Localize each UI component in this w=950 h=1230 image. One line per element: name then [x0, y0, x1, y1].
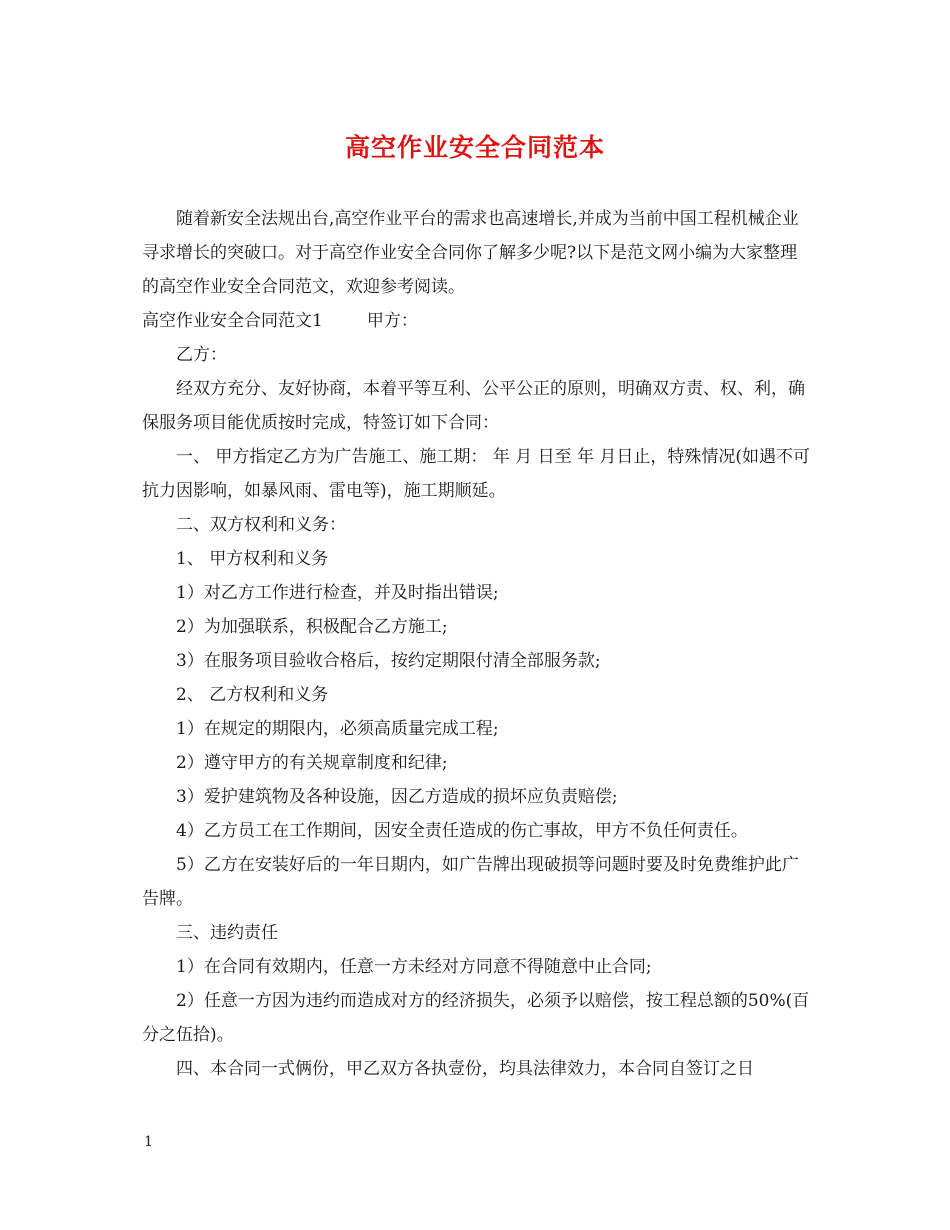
contract-heading-line — [142, 304, 814, 338]
paragraph: 四、本合同一式俩份，甲乙双方各执壹份，均具法律效力，本合同自签订之日 — [176, 1059, 754, 1079]
list-item: 2）为加强联系，积极配合乙方施工; — [176, 617, 448, 637]
paragraph: 经双方充分、友好协商，本着平等互利、公平公正的原则，明确双方责、权、利，确保服务项目能优质按时完成，特签订如下合同： — [142, 379, 805, 433]
party-b-label: 乙方： — [176, 345, 227, 365]
party-a-label: 甲方： — [366, 311, 418, 331]
list-item: 1）在合同有效期内，任意一方未经对方同意不得随意中止合同; — [176, 957, 652, 977]
subsection-heading: 1、 甲方权利和义务 — [176, 549, 329, 569]
document-title: 高空作业安全合同范本 — [344, 133, 605, 162]
list-item: 3）爱护建筑物及各种设施，因乙方造成的损坏应负责赔偿; — [176, 787, 618, 807]
section-heading: 二、双方权利和义务： — [176, 515, 346, 535]
subsection-heading: 2、 乙方权利和义务 — [176, 685, 329, 705]
document-body — [142, 202, 814, 1086]
page-number: 1 — [144, 1134, 153, 1150]
list-item: 3）在服务项目验收合格后，按约定期限付清全部服务款; — [176, 651, 601, 671]
list-item: 5）乙方在安装好后的一年日期内，如广告牌出现破损等问题时要及时免费维护此广告牌。 — [142, 855, 799, 909]
list-item: 2）遵守甲方的有关规章制度和纪律; — [176, 753, 448, 773]
list-item: 1）对乙方工作进行检查，并及时指出错误; — [176, 583, 499, 603]
contract-heading: 高空作业安全合同范文1 — [142, 311, 323, 331]
list-item: 2）任意一方因为违约而造成对方的经济损失，必须予以赔偿，按工程总额的50%(百分之伍拾)。 — [142, 991, 810, 1045]
list-item: 4）乙方员工在工作期间，因安全责任造成的伤亡事故，甲方不负任何责任。 — [176, 821, 748, 841]
list-item: 1）在规定的期限内，必须高质量完成工程; — [176, 719, 499, 739]
section-heading: 三、违约责任 — [176, 923, 278, 943]
paragraph: 一、 甲方指定乙方为广告施工、施工期： 年 月 日至 年 月日止，特殊情况(如遇不可抗力因影响，如暴风雨、雷电等)，施工期顺延。 — [142, 447, 811, 501]
intro-paragraph: 随着新安全法规出台,高空作业平台的需求也高速增长,并成为当前中国工程机械企业寻求增长的突破口。对于高空作业安全合同你了解多少呢?以下是范文网小编为大家整理的高空作业安全合同范文，欢迎参考阅读。 — [142, 209, 799, 297]
